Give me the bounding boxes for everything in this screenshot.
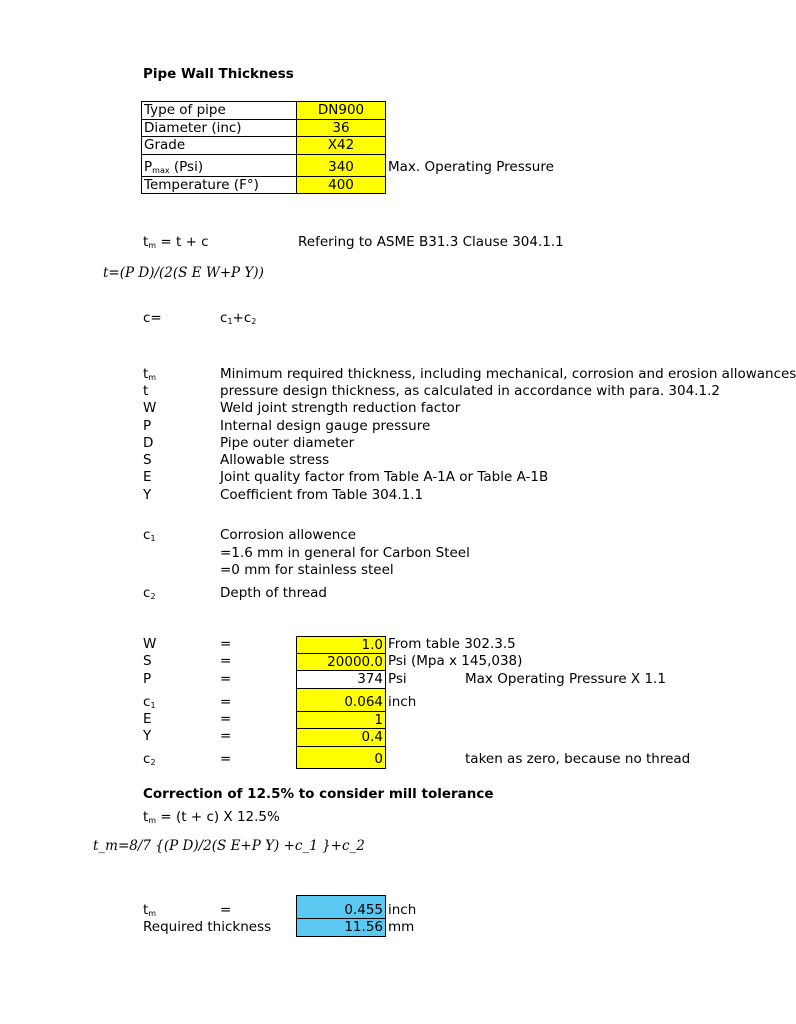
correction-formula: t_m=8/7 {(P D)/2(S E+P Y) +c_1 }+c_2 [93,838,365,854]
pmax-label: $P_{max}$ (Psi) [141,154,297,177]
equals-sign: = [220,728,232,744]
input-symbol: E [143,711,152,727]
result-symbol: $t_m$ [143,902,157,918]
c2-note: taken as zero, because no thread [465,751,691,767]
def-symbol: $t_m$ [143,366,157,382]
def-symbol: S [143,452,152,468]
thickness-formula: t=(P D)/(2(S E W+P Y)) [103,265,264,281]
tm-equation: $t_m = t + c$ [143,234,209,250]
pipe-type-label: Type of pipe [141,101,297,120]
w-value[interactable]: 1.0 [296,636,386,654]
def-symbol: t [143,383,149,399]
diameter-label: Diameter (inc) [141,119,297,137]
required-thickness-label: Required thickness [143,919,272,935]
c1-desc-line: =1.6 mm in general for Carbon Steel [220,545,470,561]
equals-sign: = [220,694,232,710]
def-description: Minimum required thickness, including mechanical, corrosion and erosion allowances [220,366,796,382]
input-symbol: Y [143,728,152,744]
input-symbol: $c_2$ [143,751,156,767]
equals-sign: = [220,711,232,727]
def-description: Joint quality factor from Table A-1A or Table A-1B [220,469,549,485]
required-thickness-unit: mm [388,919,415,935]
equals-sign: = [220,902,232,918]
equals-sign: = [220,751,232,767]
c-definition: $c_1+c_2$ [220,310,257,326]
reference-text: Refering to ASME B31.3 Clause 304.1.1 [298,234,564,250]
grade-label: Grade [141,136,297,155]
correction-equation: $t_m = (t + c)$ X 12.5% [143,809,280,825]
required-thickness-value: 11.56 [296,918,386,937]
correction-heading: Correction of 12.5% to consider mill tolerance [143,786,494,802]
grade-value[interactable]: X42 [296,136,386,155]
def-description: Internal design gauge pressure [220,418,431,434]
def-description: Allowable stress [220,452,330,468]
c2-description: Depth of thread [220,585,327,601]
tm-result-value: 0.455 [296,895,386,919]
def-description: Pipe outer diameter [220,435,355,451]
def-symbol: P [143,418,152,434]
def-symbol: W [143,400,157,416]
c2-symbol: $c_2$ [143,585,156,601]
def-symbol: Y [143,487,152,503]
p-note: Max Operating Pressure X 1.1 [465,671,666,687]
temperature-label: Temperature (F°) [141,176,297,194]
def-description: Coefficient from Table 304.1.1 [220,487,424,503]
page-title: Pipe Wall Thickness [143,66,294,82]
temperature-value[interactable]: 400 [296,176,386,194]
def-description: Weld joint strength reduction factor [220,400,461,416]
input-symbol: S [143,653,152,669]
input-symbol: $c_1$ [143,694,156,710]
c2-value[interactable]: 0 [296,746,386,769]
tm-result-unit: inch [388,902,417,918]
def-description: pressure design thickness, as calculated in accordance with para. 304.1.2 [220,383,720,399]
e-value[interactable]: 1 [296,711,386,729]
input-symbol: W [143,636,157,652]
c1-desc-line: Corrosion allowence [220,527,357,543]
pmax-note: Max. Operating Pressure [388,159,554,175]
equals-sign: = [220,671,232,687]
diameter-value[interactable]: 36 [296,119,386,137]
s-unit: Psi (Mpa x 145,038) [388,653,523,669]
equals-sign: = [220,636,232,652]
c1-symbol: $c_1$ [143,527,156,543]
equals-sign: = [220,653,232,669]
p-value: 374 [296,670,386,689]
w-unit: From table 302.3.5 [388,636,516,652]
s-value[interactable]: 20000.0 [296,653,386,671]
pmax-value[interactable]: 340 [296,154,386,177]
c1-desc-line: =0 mm for stainless steel [220,562,394,578]
c1-unit: inch [388,694,417,710]
def-symbol: D [143,435,154,451]
input-symbol: P [143,671,152,687]
c-symbol: c= [143,310,162,326]
y-value[interactable]: 0.4 [296,728,386,747]
c1-value[interactable]: 0.064 [296,688,386,712]
p-unit: Psi [388,671,407,687]
def-symbol: E [143,469,152,485]
pipe-type-value[interactable]: DN900 [296,101,386,120]
